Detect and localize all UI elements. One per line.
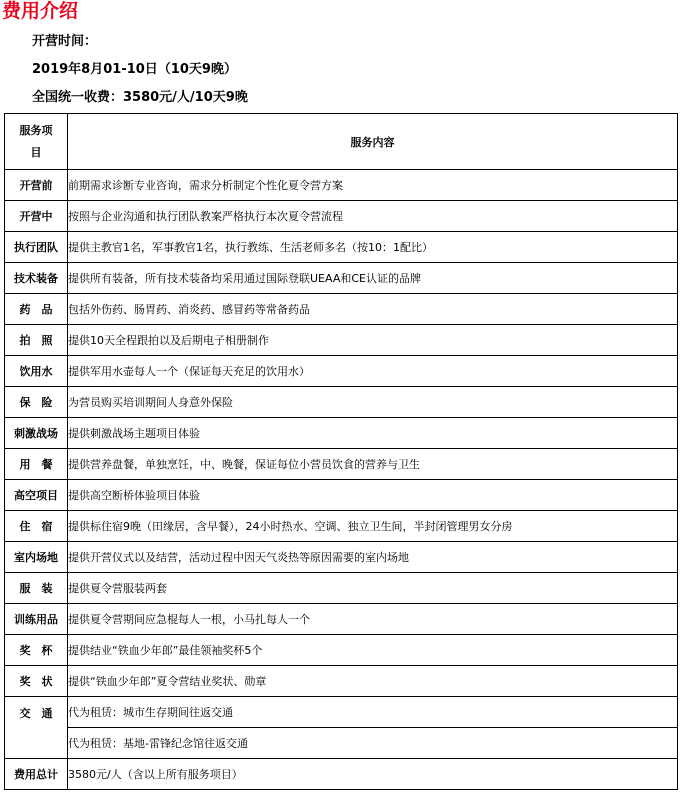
service-item: 交 通: [5, 697, 68, 759]
service-content: 提供标住宿9晚（田缘居，含早餐），24小时热水、空调、独立卫生间，半封闭管理男女分房: [68, 511, 678, 542]
service-content: 提供主教官1名，军事教官1名，执行教练、生活老师多名（按10：1配比）: [68, 232, 678, 263]
table-row: [5, 356, 678, 387]
camp-date: 2019年8月01-10日（10天9晚）: [32, 62, 237, 77]
service-item: 饮用水: [5, 356, 68, 387]
service-item: 室内场地: [5, 542, 68, 573]
page-title: 费用介绍: [2, 0, 79, 22]
service-content: 提供高空断桥体验项目体验: [68, 480, 678, 511]
total-label: 费用总计: [5, 759, 68, 790]
service-item: 保 险: [5, 387, 68, 418]
total-content: 3580元/人（含以上所有服务项目）: [68, 759, 678, 790]
service-content: 提供所有装备，所有技术装备均采用通过国际登联UEAA和CE认证的品牌: [68, 263, 678, 294]
service-content: 提供军用水壶每人一个（保证每天充足的饮用水）: [68, 356, 678, 387]
service-item: 用 餐: [5, 449, 68, 480]
service-content: 提供10天全程跟拍以及后期电子相册制作: [68, 325, 678, 356]
table-row: [5, 325, 678, 356]
camp-fee: 全国统一收费：3580元/人/10天9晚: [32, 90, 248, 105]
service-content: 提供结业“铁血少年郎”最佳领袖奖杯5个: [68, 635, 678, 666]
service-content: 为营员购买培训期间人身意外保险: [68, 387, 678, 418]
table-row: [5, 666, 678, 697]
table-row: [5, 449, 678, 480]
service-content: 提供营养盘餐，单独烹饪，中、晚餐，保证每位小营员饮食的营养与卫生: [68, 449, 678, 480]
service-item: 服 装: [5, 573, 68, 604]
table-body: [5, 170, 678, 790]
table-row: [5, 418, 678, 449]
service-item: 药 品: [5, 294, 68, 325]
table-row: [5, 728, 678, 759]
service-content: 提供夏令营期间应急棍每人一根，小马扎每人一个: [68, 604, 678, 635]
table-row: [5, 480, 678, 511]
service-item: 高空项目: [5, 480, 68, 511]
table-row-total: [5, 759, 678, 790]
service-item: 技术装备: [5, 263, 68, 294]
table-row: [5, 573, 678, 604]
header-service-content: 服务内容: [68, 114, 678, 170]
table-row: [5, 170, 678, 201]
table-row: [5, 542, 678, 573]
table-header-row: [5, 114, 678, 170]
service-table: [4, 113, 678, 790]
service-item: 刺激战场: [5, 418, 68, 449]
camp-time-label: 开营时间：: [32, 34, 98, 49]
table-row: [5, 387, 678, 418]
service-item: 训练用品: [5, 604, 68, 635]
service-item: 奖 状: [5, 666, 68, 697]
service-content: 包括外伤药、肠胃药、消炎药、感冒药等常备药品: [68, 294, 678, 325]
service-item: 住 宿: [5, 511, 68, 542]
service-content: 按照与企业沟通和执行团队教案严格执行本次夏令营流程: [68, 201, 678, 232]
table-row: [5, 697, 678, 728]
service-item: 开营前: [5, 170, 68, 201]
service-item: 奖 杯: [5, 635, 68, 666]
service-item: 执行团队: [5, 232, 68, 263]
service-content: 前期需求诊断专业咨询，需求分析制定个性化夏令营方案: [68, 170, 678, 201]
service-content: 提供开营仪式以及结营，活动过程中因天气炎热等原因需要的室内场地: [68, 542, 678, 573]
table-row: [5, 511, 678, 542]
service-item: 开营中: [5, 201, 68, 232]
service-content: 提供“铁血少年郎”夏令营结业奖状、勋章: [68, 666, 678, 697]
table-row: [5, 201, 678, 232]
table-row: [5, 635, 678, 666]
table-row: [5, 294, 678, 325]
table-row: [5, 263, 678, 294]
service-content: 提供刺激战场主题项目体验: [68, 418, 678, 449]
table-row: [5, 604, 678, 635]
service-content: 提供夏令营服装两套: [68, 573, 678, 604]
header-service-item: 服务项 目: [5, 114, 68, 170]
table-row: [5, 232, 678, 263]
service-content: 代为租赁：基地-雷锋纪念馆往返交通: [68, 728, 678, 759]
service-content: 代为租赁：城市生存期间往返交通: [68, 697, 678, 728]
service-item: 拍 照: [5, 325, 68, 356]
